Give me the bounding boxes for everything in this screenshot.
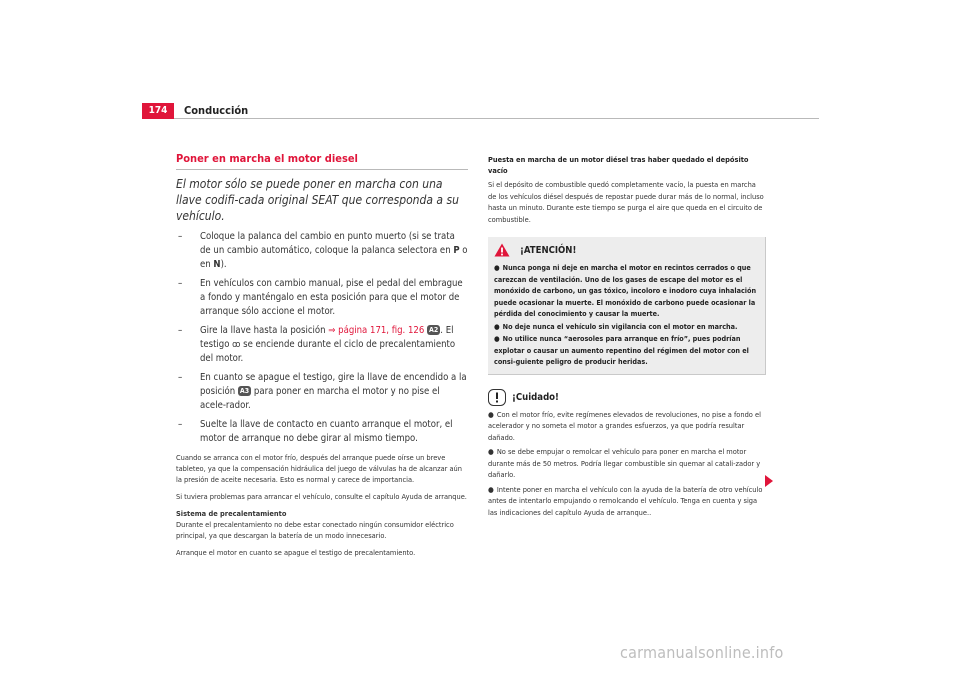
start-problem-note: Si tuviera problemas para arrancar el vehículo, consulte el capítulo Ayuda de arranque.: [176, 492, 467, 501]
section-rule: [176, 169, 468, 170]
caution-item: [488, 484, 766, 519]
warning-item: [494, 262, 759, 320]
page-reference-text: página 171, fig. 126: [335, 325, 428, 336]
warning-item: [494, 321, 759, 333]
reference-arrow-icon: ⇒: [328, 325, 336, 336]
caution-item-text: No se debe empujar o remolcar el vehículo para poner en marcha el motor durante más de 50 metros. Podría llegar combustible sin quemar al catali-zador y dañarlo.: [488, 447, 761, 479]
next-page-arrow-icon[interactable]: [765, 475, 773, 487]
warning-header: [494, 243, 759, 257]
preheating-note: Durante el precalentamiento no debe estar conectado ningún consumidor eléctrico principal, ya que descargan la batería de un modo innecesario.: [176, 520, 454, 540]
intro-text: El motor sólo se puede poner en marcha con una llave codifi-cada original SEAT que corresponda a su vehículo.: [176, 177, 459, 223]
warning-box: [488, 237, 766, 375]
warning-item: [494, 333, 759, 368]
section-title: Poner en marcha el motor diesel: [176, 152, 358, 165]
warning-item-text: Nunca ponga ni deje en marcha el motor en recintos cerrados o que carezcan de ventilación. Uno de los gases de escape del motor es el monóxido de carbono, un gas tóxico, incoloro e inodoro cuya inhalación puede ocasionar la muerte. El monóxido de carbono puede ocasionar la pérdida del conocimiento y causar la muerte.: [494, 263, 757, 318]
preheating-heading: Sistema de precalentamiento: [176, 509, 287, 518]
step-4-text-a: En cuanto se apague el testigo, gire la llave de encendido a la posición: [200, 372, 467, 397]
step-5-text: Suelte la llave de contacto en cuanto arranque el motor, el motor de arranque no debe girar al mismo tiempo.: [200, 419, 453, 444]
watermark: carmanualsonline.info: [620, 643, 784, 662]
running-title: Conducción: [184, 104, 249, 117]
page-reference-link[interactable]: [328, 325, 427, 336]
preheating-start-note: Arranque el motor en cuanto se apague el testigo de precalentamiento.: [176, 548, 416, 557]
caution-exclamation-icon: [488, 389, 506, 406]
warning-item-text: No utilice nunca “aerosoles para arranque en frío”, pues podrían explotar o causar un aumento repentino del régimen del motor con el consi-guiente peligro de producir heridas.: [494, 334, 749, 366]
step-4-text-b: para poner en marcha el motor y no pise el acele-rador.: [200, 386, 440, 411]
page-number: 174: [142, 103, 174, 119]
gear-n: N: [213, 259, 221, 270]
empty-tank-text: Si el depósito de combustible quedó completamente vacío, la puesta en marcha de los vehículos diésel después de repostar puede durar más de lo normal, incluso hasta un minuto. Durante este tiempo se purga el aire que queda en el circuito de combustible.: [488, 180, 764, 224]
step-dash: –: [178, 278, 183, 289]
header-rule: [174, 118, 819, 119]
step-1: [176, 230, 468, 272]
gear-p: P: [453, 245, 460, 256]
bullet-icon: ●: [488, 447, 494, 456]
step-dash: –: [178, 419, 183, 430]
bullet-icon: ●: [494, 334, 500, 343]
empty-tank-heading: Puesta en marcha de un motor diésel tras haber quedado el depósito vacío: [488, 155, 749, 175]
step-dash: –: [178, 325, 183, 336]
cold-start-note: Cuando se arranca con el motor frío, después del arranque puede oírse un breve tableteo, ya que la compensación hidráulica del juego de válvulas ha de alcanzar aún la presión de aceite necesaria. Esto es normal y carece de importancia.: [176, 453, 462, 484]
step-1-text-c: ).: [220, 259, 227, 270]
step-3: [176, 324, 468, 366]
step-5: [176, 418, 468, 446]
position-badge-a2: A2: [429, 326, 439, 334]
step-3-text-a: Gire la llave hasta la posición: [200, 325, 329, 336]
caution-item: [488, 446, 766, 481]
step-dash: –: [178, 231, 183, 242]
step-2-text: En vehículos con cambio manual, pise el pedal del embrague a fondo y manténgalo en esta posición para que el motor de arranque sólo accione el motor.: [200, 278, 463, 317]
step-dash: –: [178, 372, 183, 383]
caution-item-text: Con el motor frío, evite regímenes elevados de revoluciones, no pise a fondo el acelerador y no someta el motor a grandes esfuerzos, ya que podría resultar dañado.: [488, 409, 761, 442]
bullet-icon: ●: [488, 484, 494, 494]
step-3-text-c: se enciende durante el ciclo de precalentamiento del motor.: [200, 339, 456, 364]
warning-title: ¡ATENCIÓN!: [520, 244, 577, 256]
bullet-icon: ●: [488, 409, 494, 419]
step-4: [176, 371, 468, 413]
caution-item-text: Intente poner en marcha el vehículo con la ayuda de la batería de otro vehículo antes de intentarlo empujando o remolcando el vehículo. Tenga en cuenta y siga las indicaciones del capítulo Ayuda de arranque..: [488, 484, 763, 517]
bullet-icon: ●: [494, 321, 500, 331]
glow-plug-icon: ꝏ: [232, 340, 241, 350]
right-column: [488, 154, 766, 518]
caution-title: ¡Cuidado!: [512, 391, 559, 403]
caution-header: [488, 389, 766, 406]
step-2: [176, 277, 468, 319]
warning-triangle-icon: [494, 243, 510, 257]
step-list: [176, 230, 468, 446]
left-column: [176, 151, 468, 558]
position-badge-a3: A3: [239, 387, 250, 395]
warning-item-text: No deje nunca el vehículo sin vigilancia con el motor en marcha.: [502, 321, 738, 331]
step-3-text-b: . El testigo: [200, 325, 454, 350]
step-1-text-a: Coloque la palanca del cambio en punto muerto (si se trata de un cambio automático, coloque la palanca selectora en: [200, 231, 455, 256]
step-1-text-b: o en: [200, 245, 468, 270]
caution-item: [488, 409, 766, 444]
bullet-icon: ●: [494, 263, 500, 272]
